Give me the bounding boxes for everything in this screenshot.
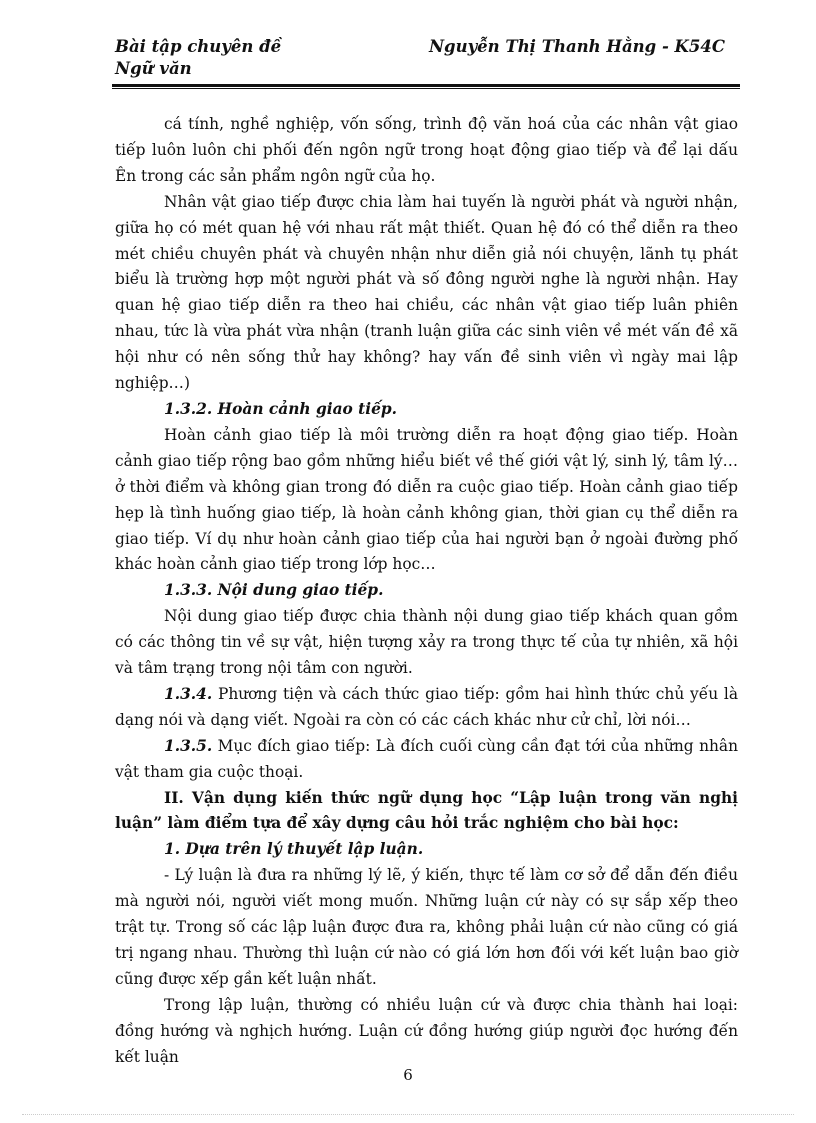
paragraph-5: [115, 682, 738, 734]
paragraph-8: Trong lập luận, thường có nhiều luận cứ và được chia thành hai loại: đồng hướng và nghịch hướng. Luận cứ đồng hướng giúp người đọc hướng đến kết luận: [115, 995, 738, 1066]
text-1-3-4: Phương tiện và cách thức giao tiếp: gồm hai hình thức chủ yếu là dạng nói và dạng viết. Ngoài ra còn có các cách khác như cử chỉ, lời nói…: [115, 684, 738, 729]
paragraph-6: [115, 734, 738, 786]
heading-1-3-2: 1.3.2. Hoàn cảnh giao tiếp.: [164, 399, 398, 418]
header-course-line1: Bài tập chuyên đề: [115, 37, 282, 56]
header-course: [115, 36, 281, 80]
text-1-3-5: Mục đích giao tiếp: Là đích cuối cùng cần đạt tới của những nhân vật tham gia cuộc thoại.: [115, 736, 738, 781]
header-author: Nguyễn Thị Thanh Hằng - K54C: [428, 37, 725, 56]
page-number: 6: [403, 1066, 413, 1084]
paragraph-3: Hoàn cảnh giao tiếp là môi trường diễn ra hoạt động giao tiếp. Hoàn cảnh giao tiếp rộng bao gồm những hiểu biết về thế giới vật lý, sinh lý, tâm lý… ở thời điểm và không gian trong đó diễn ra cuộc giao tiếp. Hoàn cảnh giao tiếp hẹp là tình huống giao tiếp, là hoàn cảnh không gian, thời gian cụ thể diễn ra giao tiếp. Ví dụ như hoàn cảnh giao tiếp của hai người bạn ở ngoài đường phố khác hoàn cảnh giao tiếp trong lớp học…: [115, 425, 738, 574]
page-header: [115, 36, 725, 86]
page-bottom-border: [22, 1114, 794, 1115]
label-1-3-4: 1.3.4.: [164, 684, 213, 703]
page-body: [115, 112, 738, 1071]
paragraph-1: cá tính, nghề nghiệp, vốn sống, trình độ văn hoá của các nhân vật giao tiếp luôn luôn chi phối đến ngôn ngữ trong hoạt động giao tiếp và để lại dấu Ên trong các sản phẩm ngôn ngữ của họ.: [115, 115, 738, 185]
heading-section-2-1: 1. Dựa trên lý thuyết lập luận.: [164, 840, 424, 859]
paragraph-7: - Lý luận là đưa ra những lý lẽ, ý kiến, thực tế làm cơ sở để dẫn đến điều mà người nói, người viết mong muốn. Những luận cứ này có sự sắp xếp theo trật tự. Trong số các lập luận được đưa ra, không phải luận cứ nào cũng có giá trị ngang nhau. Thường thì luận cứ nào có giá lớn hơn đối với kết luận bao giờ cũng được xếp gần kết luận nhất.: [115, 866, 738, 988]
heading-section-2: II. Vận dụng kiến thức ngữ dụng học “Lập luận trong văn nghị luận” làm điểm tựa để xây dựng câu hỏi trắc nghiệm cho bài học:: [115, 788, 738, 833]
header-rule: [112, 84, 740, 89]
header-course-line2: Ngữ văn: [115, 59, 192, 78]
paragraph-2: Nhân vật giao tiếp được chia làm hai tuyến là người phát và người nhận, giữa họ có mét quan hệ với nhau rất mật thiết. Quan hệ đó có thể diễn ra theo mét chiều chuyên phát và chuyên nhận như diễn giả nói chuyện, lãnh tụ phát biểu là trường hợp một người phát và số đông người nghe là người nhận. Hay quan hệ giao tiếp diễn ra theo hai chiều, các nhân vật giao tiếp luân phiên nhau, tức là vừa phát vừa nhận (tranh luận giữa các sinh viên về mét vấn đề xã hội như có nên sống thử hay không? hay vấn đề sinh viên vì ngày mai lập nghiệp…): [115, 192, 738, 393]
heading-1-3-3: 1.3.3. Nội dung giao tiếp.: [164, 581, 384, 600]
paragraph-4: Nội dung giao tiếp được chia thành nội dung giao tiếp khách quan gồm có các thông tin về sự vật, hiện tượng xảy ra trong thực tế của tự nhiên, xã hội và tâm trạng trong nội tâm con người.: [115, 607, 738, 678]
label-1-3-5: 1.3.5.: [164, 736, 213, 755]
